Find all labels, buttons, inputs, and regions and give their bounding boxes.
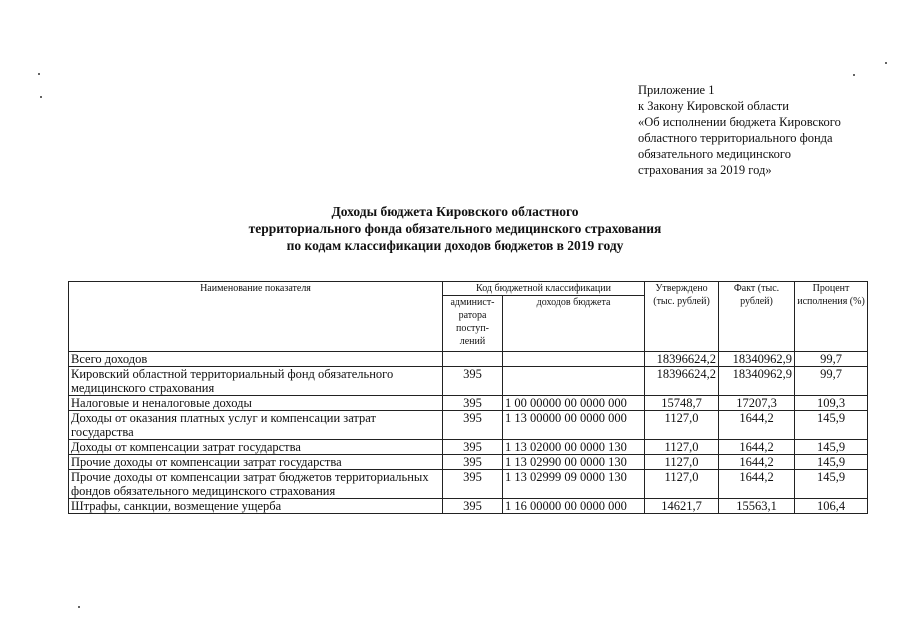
- cell-admin: [443, 352, 503, 367]
- cell-actual: 17207,3: [719, 396, 795, 411]
- annex-block: [638, 82, 878, 178]
- cell-name: Прочие доходы от компенсации затрат государства: [69, 455, 443, 470]
- cell-approved: 18396624,2: [645, 352, 719, 367]
- cell-admin: 395: [443, 396, 503, 411]
- cell-code: 1 16 00000 00 0000 000: [503, 499, 645, 514]
- table-row: [69, 396, 868, 411]
- cell-actual: 1644,2: [719, 411, 795, 440]
- annex-line: обязательного медицинского: [638, 147, 792, 161]
- cell-admin: 395: [443, 440, 503, 455]
- annex-line: к Закону Кировской области: [638, 99, 789, 113]
- cell-admin: 395: [443, 499, 503, 514]
- header-approved: Утверждено (тыс. рублей): [645, 282, 719, 352]
- table-row: [69, 411, 868, 440]
- cell-code: 1 13 02000 00 0000 130: [503, 440, 645, 455]
- cell-percent: 145,9: [795, 411, 868, 440]
- cell-approved: 14621,7: [645, 499, 719, 514]
- cell-actual: 18340962,9: [719, 352, 795, 367]
- table-row: [69, 352, 868, 367]
- cell-percent: 145,9: [795, 440, 868, 455]
- annex-line: Приложение 1: [638, 83, 715, 97]
- scan-speck: [40, 96, 42, 98]
- cell-percent: 99,7: [795, 352, 868, 367]
- cell-name: Всего доходов: [69, 352, 443, 367]
- cell-code: 1 00 00000 00 0000 000: [503, 396, 645, 411]
- cell-percent: 106,4: [795, 499, 868, 514]
- annex-line: областного территориального фонда: [638, 131, 833, 145]
- cell-name: Прочие доходы от компенсации затрат бюджетов территориальных фондов обязательного медицинского страхования: [69, 470, 443, 499]
- table-row: [69, 499, 868, 514]
- header-percent: Процент исполнения (%): [795, 282, 868, 352]
- cell-admin: 395: [443, 455, 503, 470]
- cell-percent: 145,9: [795, 455, 868, 470]
- table-row: [69, 470, 868, 499]
- document-title: [140, 203, 770, 254]
- cell-percent: 99,7: [795, 367, 868, 396]
- annex-line: страхования за 2019 год»: [638, 163, 772, 177]
- cell-code: 1 13 02999 09 0000 130: [503, 470, 645, 499]
- cell-approved: 1127,0: [645, 411, 719, 440]
- cell-admin: 395: [443, 470, 503, 499]
- cell-name: Доходы от компенсации затрат государства: [69, 440, 443, 455]
- cell-code: [503, 352, 645, 367]
- scan-speck: [78, 606, 80, 608]
- table-row: [69, 440, 868, 455]
- cell-actual: 1644,2: [719, 470, 795, 499]
- cell-actual: 18340962,9: [719, 367, 795, 396]
- scan-speck: [38, 73, 40, 75]
- cell-actual: 15563,1: [719, 499, 795, 514]
- cell-actual: 1644,2: [719, 440, 795, 455]
- cell-approved: 15748,7: [645, 396, 719, 411]
- cell-code: 1 13 00000 00 0000 000: [503, 411, 645, 440]
- cell-percent: 145,9: [795, 470, 868, 499]
- cell-approved: 1127,0: [645, 455, 719, 470]
- cell-admin: 395: [443, 411, 503, 440]
- table-row: [69, 455, 868, 470]
- header-admin: админист- ратора поступ- лений: [443, 296, 503, 352]
- title-line: территориального фонда обязательного медицинского страхования: [248, 221, 662, 236]
- cell-approved: 1127,0: [645, 440, 719, 455]
- cell-name: Доходы от оказания платных услуг и компенсации затрат государства: [69, 411, 443, 440]
- header-name: Наименование показателя: [69, 282, 443, 352]
- cell-name: Кировский областной территориальный фонд обязательного медицинского страхования: [69, 367, 443, 396]
- cell-name: Штрафы, санкции, возмещение ущерба: [69, 499, 443, 514]
- title-line: по кодам классификации доходов бюджетов в 2019 году: [286, 238, 624, 253]
- scan-speck: [853, 74, 855, 76]
- cell-code: [503, 367, 645, 396]
- header-actual: Факт (тыс. рублей): [719, 282, 795, 352]
- cell-percent: 109,3: [795, 396, 868, 411]
- header-revenue: доходов бюджета: [503, 296, 645, 352]
- cell-name: Налоговые и неналоговые доходы: [69, 396, 443, 411]
- cell-approved: 18396624,2: [645, 367, 719, 396]
- header-code-group: Код бюджетной классификации: [443, 282, 645, 296]
- cell-code: 1 13 02990 00 0000 130: [503, 455, 645, 470]
- scan-speck: [885, 62, 887, 64]
- cell-actual: 1644,2: [719, 455, 795, 470]
- cell-admin: 395: [443, 367, 503, 396]
- annex-line: «Об исполнении бюджета Кировского: [638, 115, 841, 129]
- title-line: Доходы бюджета Кировского областного: [331, 204, 579, 219]
- revenue-table: [68, 281, 868, 514]
- table-row: [69, 367, 868, 396]
- cell-approved: 1127,0: [645, 470, 719, 499]
